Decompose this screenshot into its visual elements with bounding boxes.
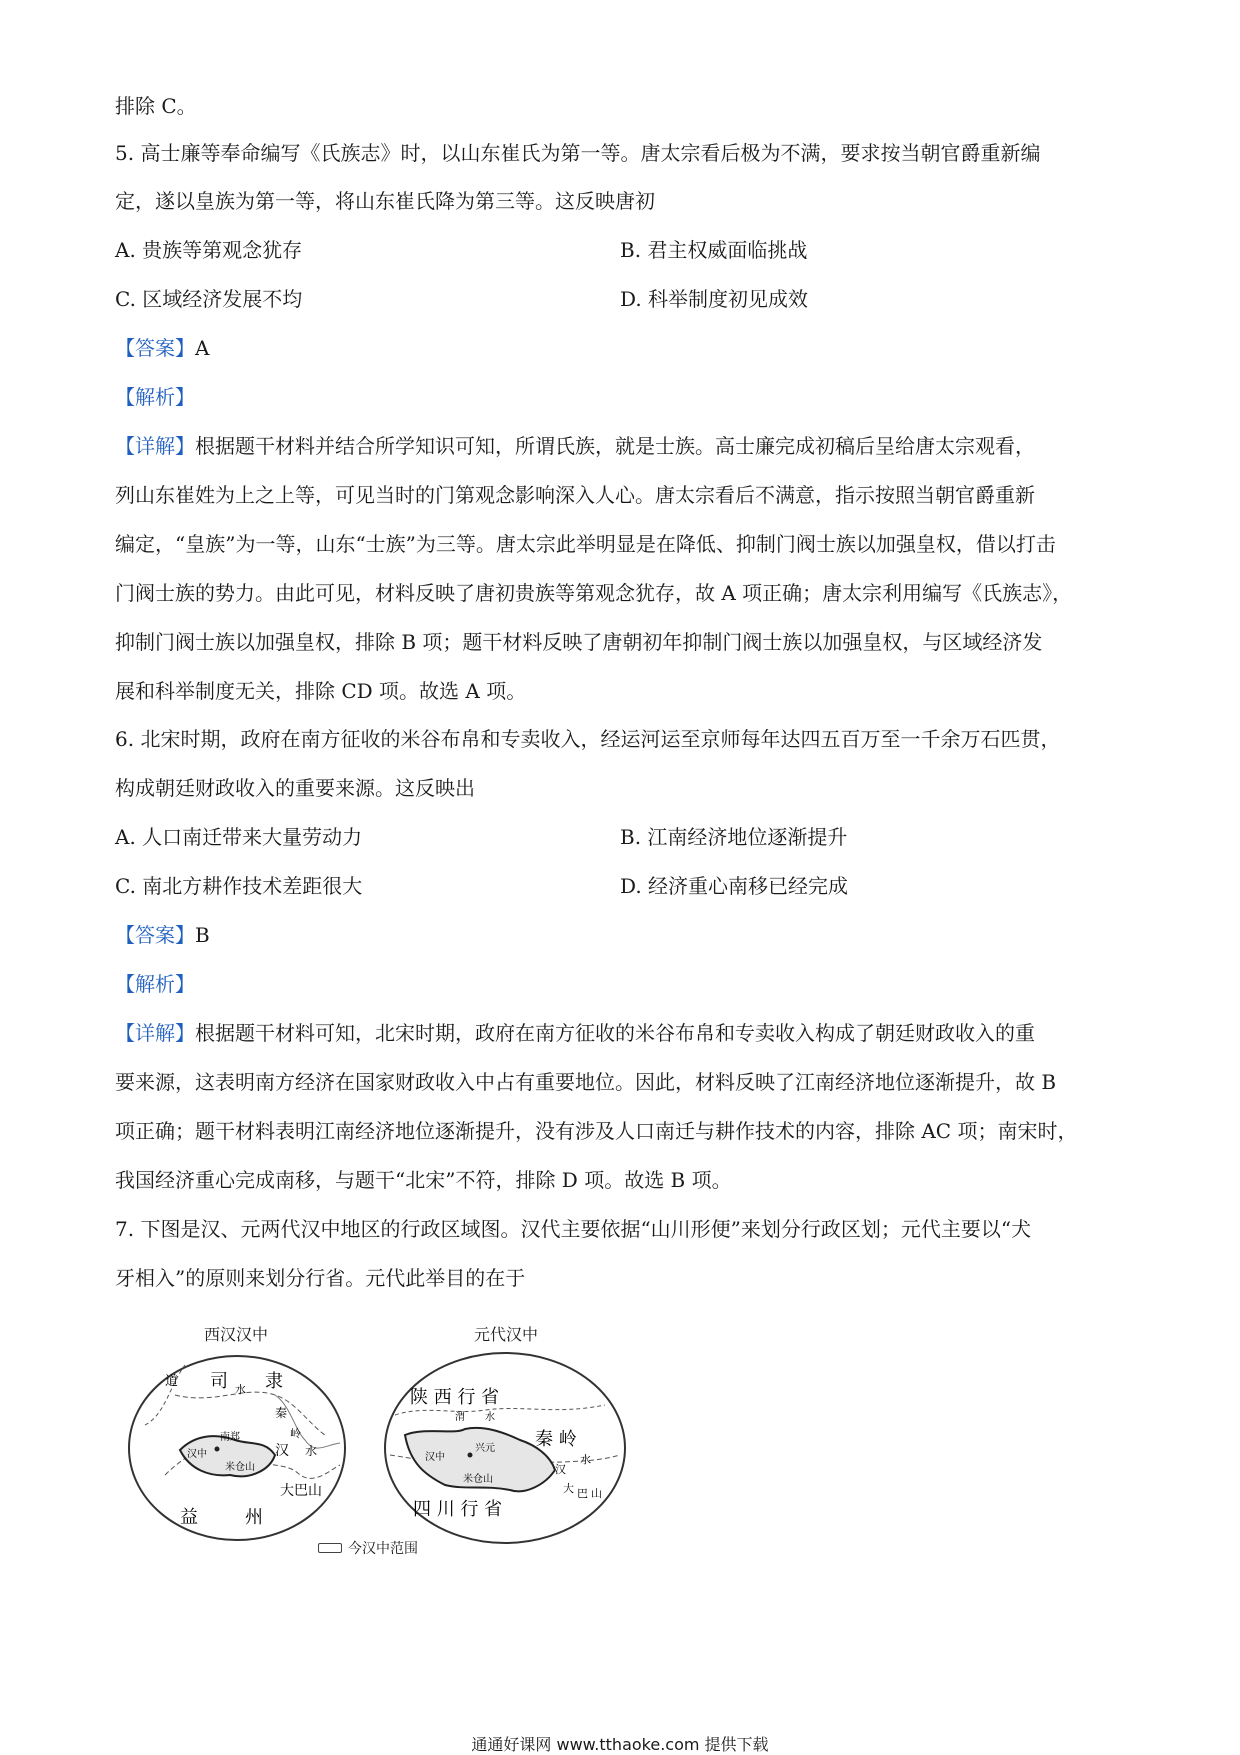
- answer-tag: 【答案】: [115, 923, 195, 947]
- question-7-stem: 牙相入”的原则来划分行省。元代此举目的在于: [115, 1266, 526, 1290]
- answer-line: [115, 334, 209, 362]
- map-label: 渭: [455, 1412, 465, 1423]
- explanation-text: 展和科举制度无关，排除 CD 项。故选 A 项。: [115, 679, 527, 703]
- analysis-tag: 【解析】: [115, 972, 195, 996]
- map-label: 益: [180, 1507, 198, 1528]
- explanation-line: [115, 432, 1035, 460]
- map-label: 秦 岭: [535, 1429, 577, 1450]
- map-legend: [318, 1538, 418, 1558]
- question-7-stem: 7. 下图是汉、元两代汉中地区的行政区域图。汉代主要依据“山川形便”来划分行政区划；元代主要以“犬: [115, 1217, 1032, 1241]
- map-label: 水: [305, 1444, 318, 1458]
- map-label: 秦: [275, 1406, 288, 1420]
- map-right-title: 元代汉中: [474, 1325, 539, 1344]
- explanation-text: 要来源，这表明南方经济在国家财政收入中占有重要地位。因此，材料反映了江南经济地位逐渐提升，故 B: [115, 1070, 1057, 1094]
- option-b: B. 君主权威面临挑战: [620, 238, 808, 262]
- answer-line: [115, 921, 210, 949]
- map-right: [385, 1353, 625, 1543]
- map-label: 汉中: [187, 1449, 207, 1460]
- map-label: 道: [165, 1374, 179, 1389]
- explanation-text: 门阀士族的势力。由此可见，材料反映了唐初贵族等第观念犹存，故 A 项正确；唐太宗利用编写《氏族志》，: [115, 581, 1073, 605]
- map-label: 米仓山: [463, 1474, 493, 1485]
- map-left-title: 西汉汉中: [204, 1325, 269, 1344]
- text-line: 排除 C。: [115, 94, 197, 118]
- explanation-text: 列山东崔姓为上之上等，可见当时的门第观念影响深入人心。唐太宗看后不满意，指示按照当朝官爵重新: [115, 483, 1035, 507]
- explanation-line: [115, 1019, 1035, 1047]
- map-label: 四 川 行 省: [413, 1499, 503, 1520]
- map-label: 山: [591, 1487, 602, 1500]
- answer-value: B: [195, 923, 210, 947]
- map-left: [129, 1356, 345, 1540]
- option-d: D. 经济重心南移已经完成: [620, 874, 849, 898]
- option-b: B. 江南经济地位逐渐提升: [620, 825, 848, 849]
- map-label: 大: [563, 1482, 574, 1495]
- legend-swatch: [318, 1543, 342, 1553]
- map-label: 汉中: [425, 1452, 445, 1463]
- option-c: C. 南北方耕作技术差距很大: [115, 874, 363, 898]
- option-d: D. 科举制度初见成效: [620, 287, 809, 311]
- option-a: A. 人口南迁带来大量劳动力: [115, 825, 363, 849]
- map-label: 水: [580, 1453, 591, 1466]
- map-label: 陕 西 行 省: [410, 1387, 500, 1408]
- map-label: 水: [485, 1412, 495, 1423]
- option-a: A. 贵族等第观念犹存: [115, 238, 303, 262]
- question-5-stem: 定，遂以皇族为第一等，将山东崔氏降为第三等。这反映唐初: [115, 189, 655, 213]
- question-6-stem: 6. 北宋时期，政府在南方征收的米谷布帛和专卖收入，经运河运至京师每年达四五百万至一千余万石匹贯，: [115, 727, 1061, 751]
- map-label: 米仓山: [225, 1462, 255, 1473]
- legend-label: 今汉中范围: [348, 1541, 418, 1557]
- explanation-text: 抑制门阀士族以加强皇权，排除 B 项；题干材料反映了唐朝初年抑制门阀士族以加强皇权，与区域经济发: [115, 630, 1043, 654]
- answer-tag: 【答案】: [115, 336, 195, 360]
- explanation-tag: 【详解】: [115, 434, 195, 458]
- map-label: 汉: [275, 1443, 289, 1459]
- page-footer: 通通好课网 www.tthaoke.com 提供下载: [471, 1735, 769, 1754]
- map-label: 巴: [577, 1487, 588, 1500]
- map-label: 汉: [555, 1463, 566, 1476]
- question-5-stem: 5. 高士廉等奉命编写《氏族志》时，以山东崔氏为第一等。唐太宗看后极为不满，要求按当朝官爵重新编: [115, 141, 1041, 165]
- explanation-text: 根据题干材料可知，北宋时期，政府在南方征收的米谷布帛和专卖收入构成了朝廷财政收入的重: [195, 1021, 1035, 1045]
- explanation-text: 我国经济重心完成南移，与题干“北宋”不符，排除 D 项。故选 B 项。: [115, 1168, 732, 1192]
- map-label: 大巴山: [280, 1483, 322, 1499]
- map-label: 水: [235, 1383, 246, 1396]
- explanation-text: 编定，“皇族”为一等，山东“士族”为三等。唐太宗此举明显是在降低、抑制门阀士族以加强皇权，借以打击: [115, 532, 1056, 556]
- explanation-text: 项正确；题干材料表明江南经济地位逐渐提升，没有涉及人口南迁与耕作技术的内容，排除 AC 项；南宋时，: [115, 1119, 1078, 1143]
- analysis-tag: 【解析】: [115, 385, 195, 409]
- map-label: 司: [210, 1371, 228, 1392]
- map-label: 隶: [265, 1371, 283, 1392]
- map-label: 兴元: [475, 1443, 495, 1454]
- explanation-text: 根据题干材料并结合所学知识可知，所谓氏族，就是士族。高士廉完成初稿后呈给唐太宗观看，: [195, 434, 1035, 458]
- map-label: 南郑: [220, 1432, 240, 1443]
- map-label: 岭: [290, 1427, 301, 1440]
- answer-value: A: [195, 336, 210, 360]
- map-figure: [125, 1345, 645, 1545]
- map-label: 州: [245, 1507, 263, 1528]
- option-c: C. 区域经济发展不均: [115, 287, 303, 311]
- explanation-tag: 【详解】: [115, 1021, 195, 1045]
- question-6-stem: 构成朝廷财政收入的重要来源。这反映出: [115, 776, 475, 800]
